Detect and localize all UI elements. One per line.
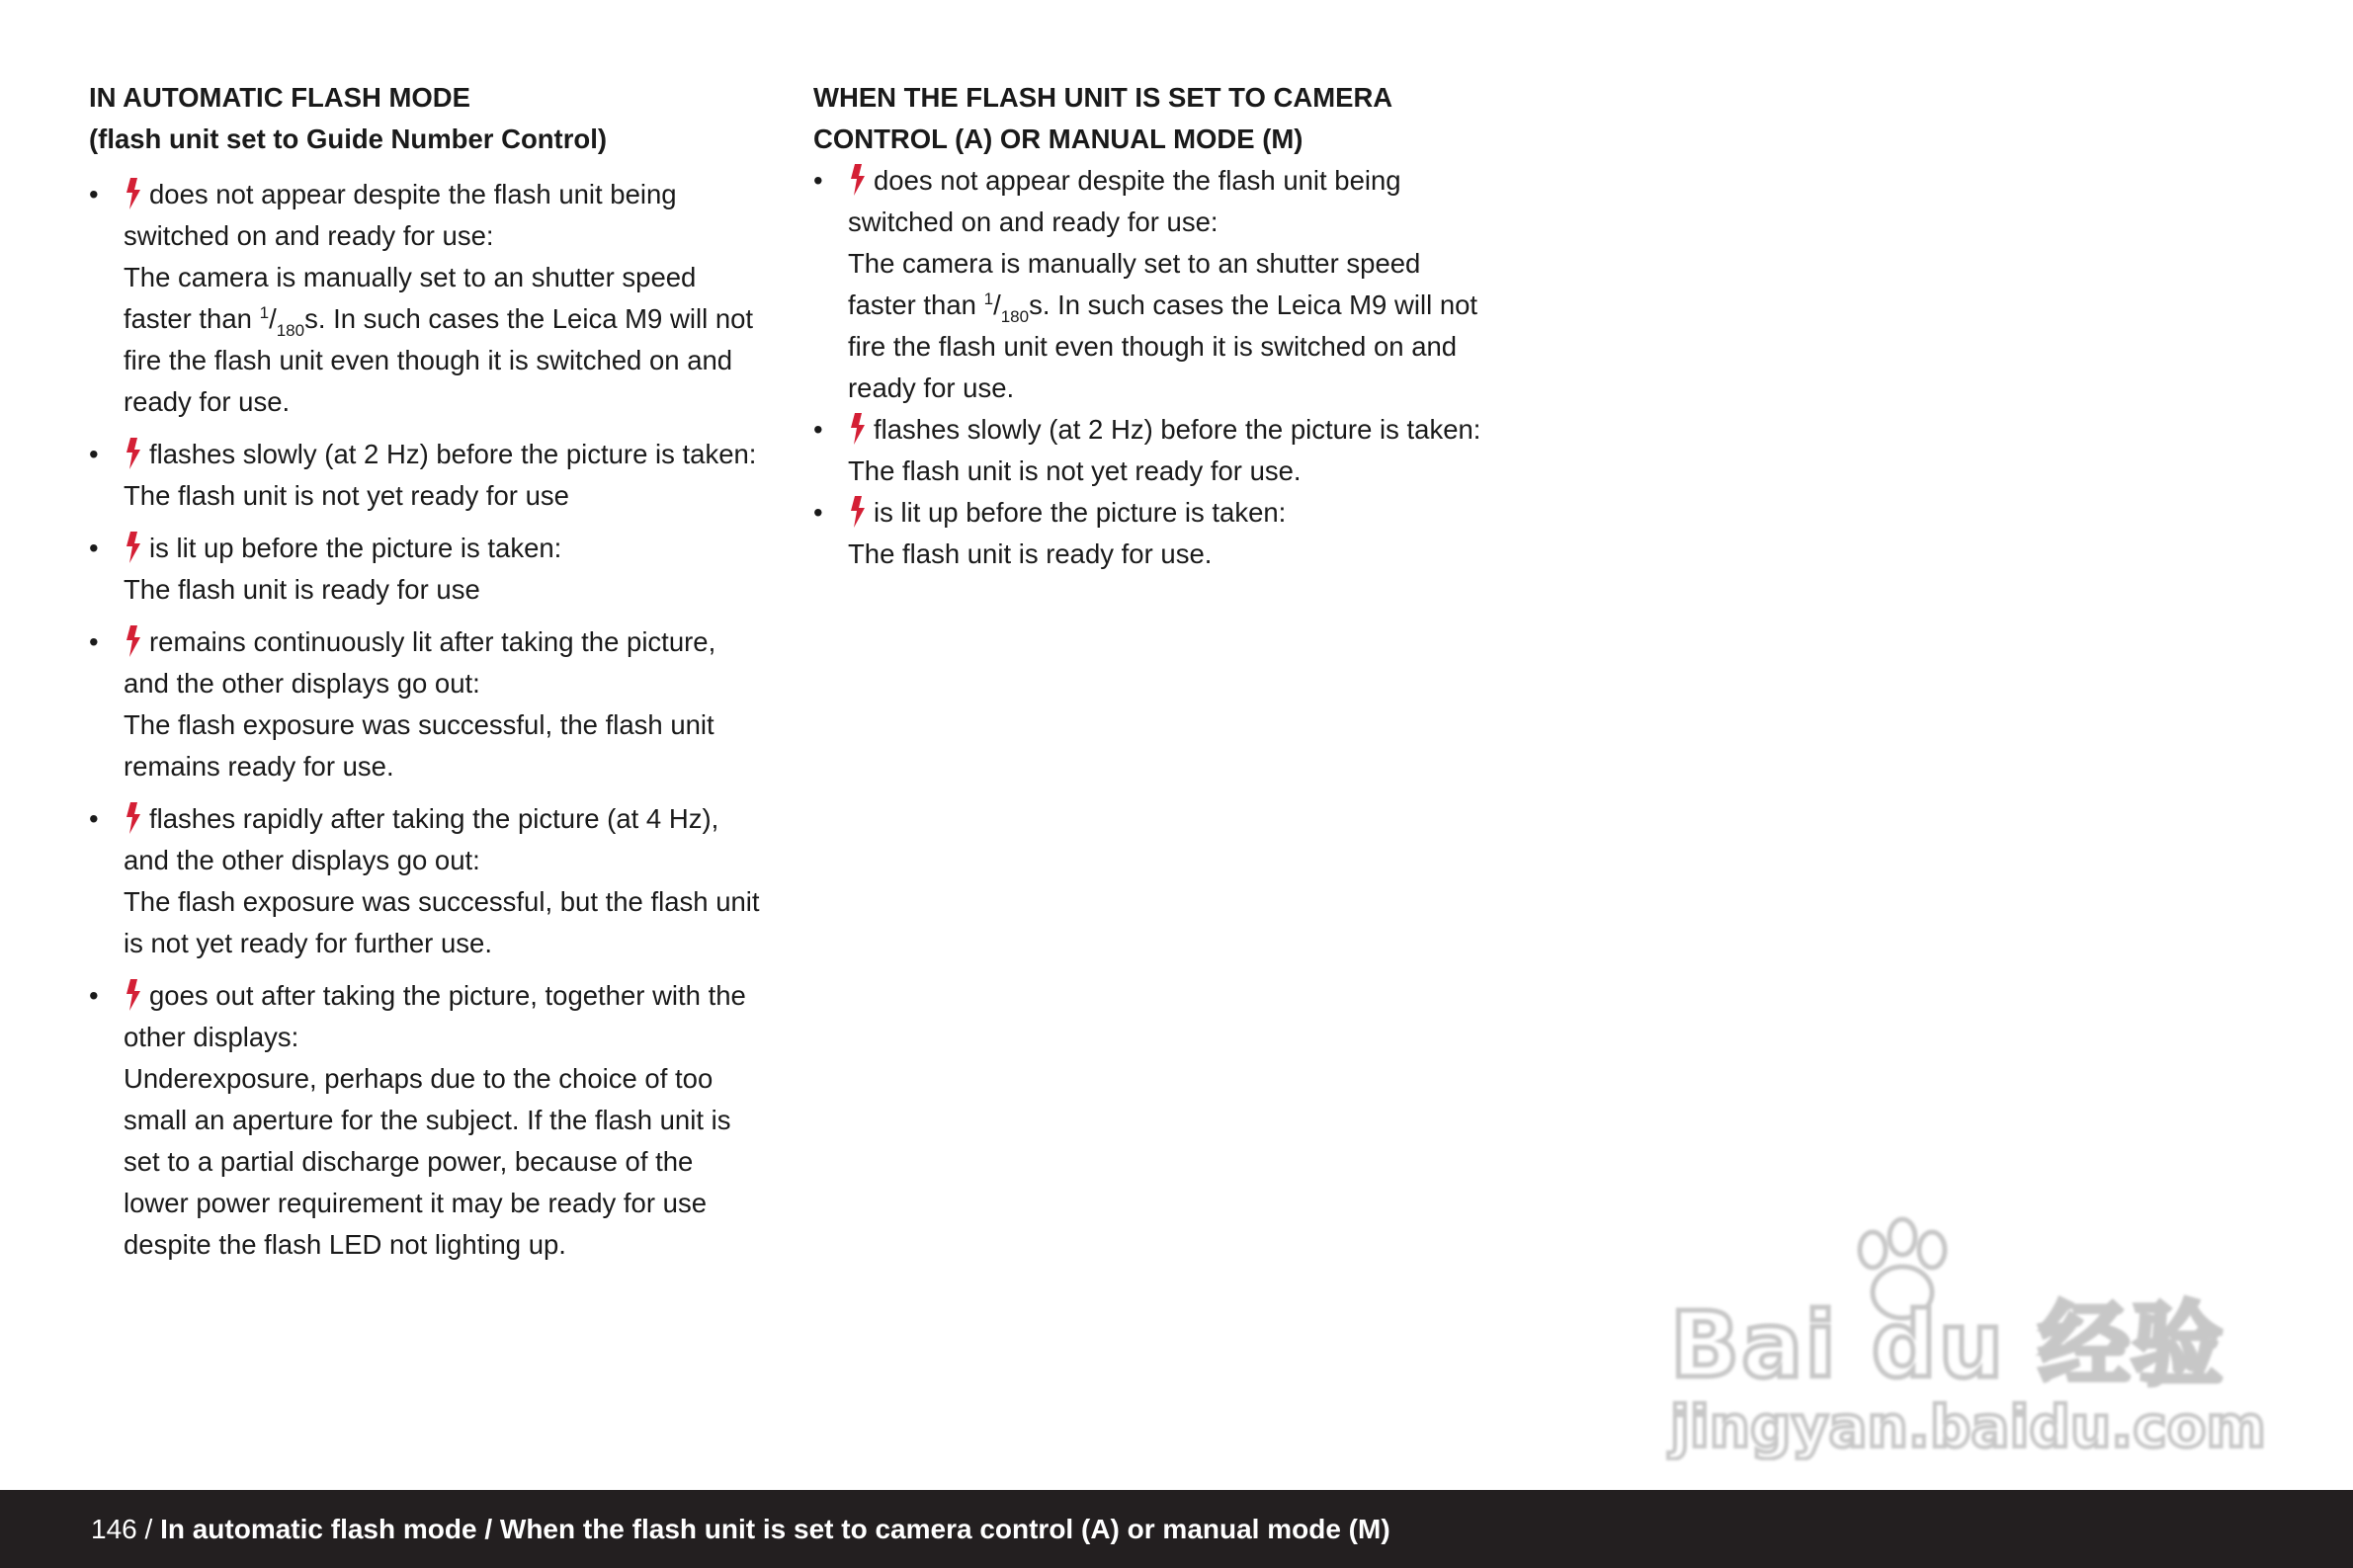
result-text-post: s. In such cases the Leica M9 will not fire the flash unit even though it is switched on and ready for use. — [124, 303, 754, 417]
fraction-numerator: 1 — [259, 302, 270, 322]
left-heading-line2: (flash unit set to Guide Number Control) — [89, 124, 608, 154]
flash-icon — [124, 979, 143, 1011]
flash-icon — [848, 496, 868, 528]
result-text: The flash exposure was successful, the flash unit remains ready for use. — [124, 709, 714, 782]
list-item — [89, 434, 761, 517]
result-text: The flash unit is ready for use. — [848, 538, 1213, 569]
condition-text: flashes rapidly after taking the picture (at 4 Hz), and the other displays go out: — [124, 803, 719, 875]
flash-icon — [124, 802, 143, 834]
bullet-dot: • — [89, 626, 99, 657]
bullet-dot: • — [89, 803, 99, 834]
list-item — [813, 160, 1485, 409]
condition-text: does not appear despite the flash unit being switched on and ready for use: — [848, 165, 1401, 237]
footer-section-title: In automatic flash mode / When the flash unit is set to camera control (A) or manual mode (M) — [160, 1514, 1390, 1544]
baidu-watermark — [1670, 1215, 2266, 1472]
bullet-dot: • — [89, 439, 99, 469]
flash-icon — [124, 178, 143, 209]
result-text: The flash unit is not yet ready for use — [124, 480, 569, 511]
condition-text: flashes slowly (at 2 Hz) before the picture is taken: — [874, 414, 1481, 445]
list-item — [813, 409, 1485, 492]
list-item — [89, 798, 761, 964]
bullet-dot: • — [813, 497, 823, 528]
result-text: Underexposure, perhaps due to the choice of too small an aperture for the subject. If the flash unit is set to a partial discharge power, because of the lower power requirement it may be ready for use despite the flash LED not lighting up. — [124, 1063, 731, 1260]
bullet-dot: • — [89, 179, 99, 209]
result-text-pre: The camera is manually set to an shutter speed faster than — [848, 248, 1421, 320]
left-heading — [89, 77, 761, 160]
list-item — [89, 975, 761, 1266]
condition-text: flashes slowly (at 2 Hz) before the picture is taken: — [149, 439, 757, 469]
watermark-main-text: Bai du 经验 — [1670, 1292, 2226, 1398]
flash-icon — [848, 164, 868, 196]
list-item — [89, 621, 761, 787]
fraction-denominator: 180 — [1000, 306, 1030, 326]
bullet-dot: • — [813, 165, 823, 196]
result-text: The flash unit is not yet ready for use. — [848, 455, 1302, 486]
result-text-pre: The camera is manually set to an shutter speed faster than — [124, 262, 697, 334]
list-item — [813, 492, 1485, 575]
bullet-dot: • — [813, 414, 823, 445]
bullet-dot: • — [89, 980, 99, 1011]
result-text: The camera is manually set to an shutter speed faster than $^1/_{180}s$. In such cases the Leica M9 will not fire the flash unit even though it is switched on and ready for use. — [848, 248, 1478, 403]
flash-icon — [124, 438, 143, 469]
left-heading-line1: IN AUTOMATIC FLASH MODE — [89, 82, 470, 113]
left-column — [89, 77, 761, 1277]
flash-icon — [848, 413, 868, 445]
condition-text: does not appear despite the flash unit being switched on and ready for use: — [124, 179, 677, 251]
condition-text: is lit up before the picture is taken: — [149, 533, 562, 563]
fraction-numerator: 1 — [983, 289, 994, 308]
watermark-url-text: jingyan.baidu.com — [1670, 1393, 2266, 1460]
left-bullet-list — [89, 174, 761, 1266]
result-text: The flash exposure was successful, but the flash unit is not yet ready for further use. — [124, 886, 760, 958]
result-text-post: s. In such cases the Leica M9 will not fire the flash unit even though it is switched on and ready for use. — [848, 289, 1478, 403]
page-number: 146 / — [91, 1514, 153, 1544]
fraction-denominator: 180 — [276, 320, 305, 340]
right-bullet-list — [813, 160, 1485, 575]
condition-text: goes out after taking the picture, together with the other displays: — [124, 980, 746, 1052]
flash-icon — [124, 625, 143, 657]
bullet-dot: • — [89, 533, 99, 563]
flash-icon — [124, 532, 143, 563]
result-text: The camera is manually set to an shutter speed faster than $^1/_{180}s$. In such cases the Leica M9 will not fire the flash unit even though it is switched on and ready for use. — [124, 262, 754, 417]
result-text: The flash unit is ready for use — [124, 574, 480, 605]
condition-text: is lit up before the picture is taken: — [874, 497, 1287, 528]
page-footer — [0, 1490, 2353, 1568]
list-item — [89, 528, 761, 611]
right-heading-line1: WHEN THE FLASH UNIT IS SET TO CAMERA — [813, 82, 1393, 113]
list-item — [89, 174, 761, 423]
right-column — [813, 77, 1485, 575]
right-heading — [813, 77, 1485, 160]
condition-text: remains continuously lit after taking the picture, and the other displays go out: — [124, 626, 716, 699]
right-heading-line2: CONTROL (A) OR MANUAL MODE (M) — [813, 124, 1303, 154]
